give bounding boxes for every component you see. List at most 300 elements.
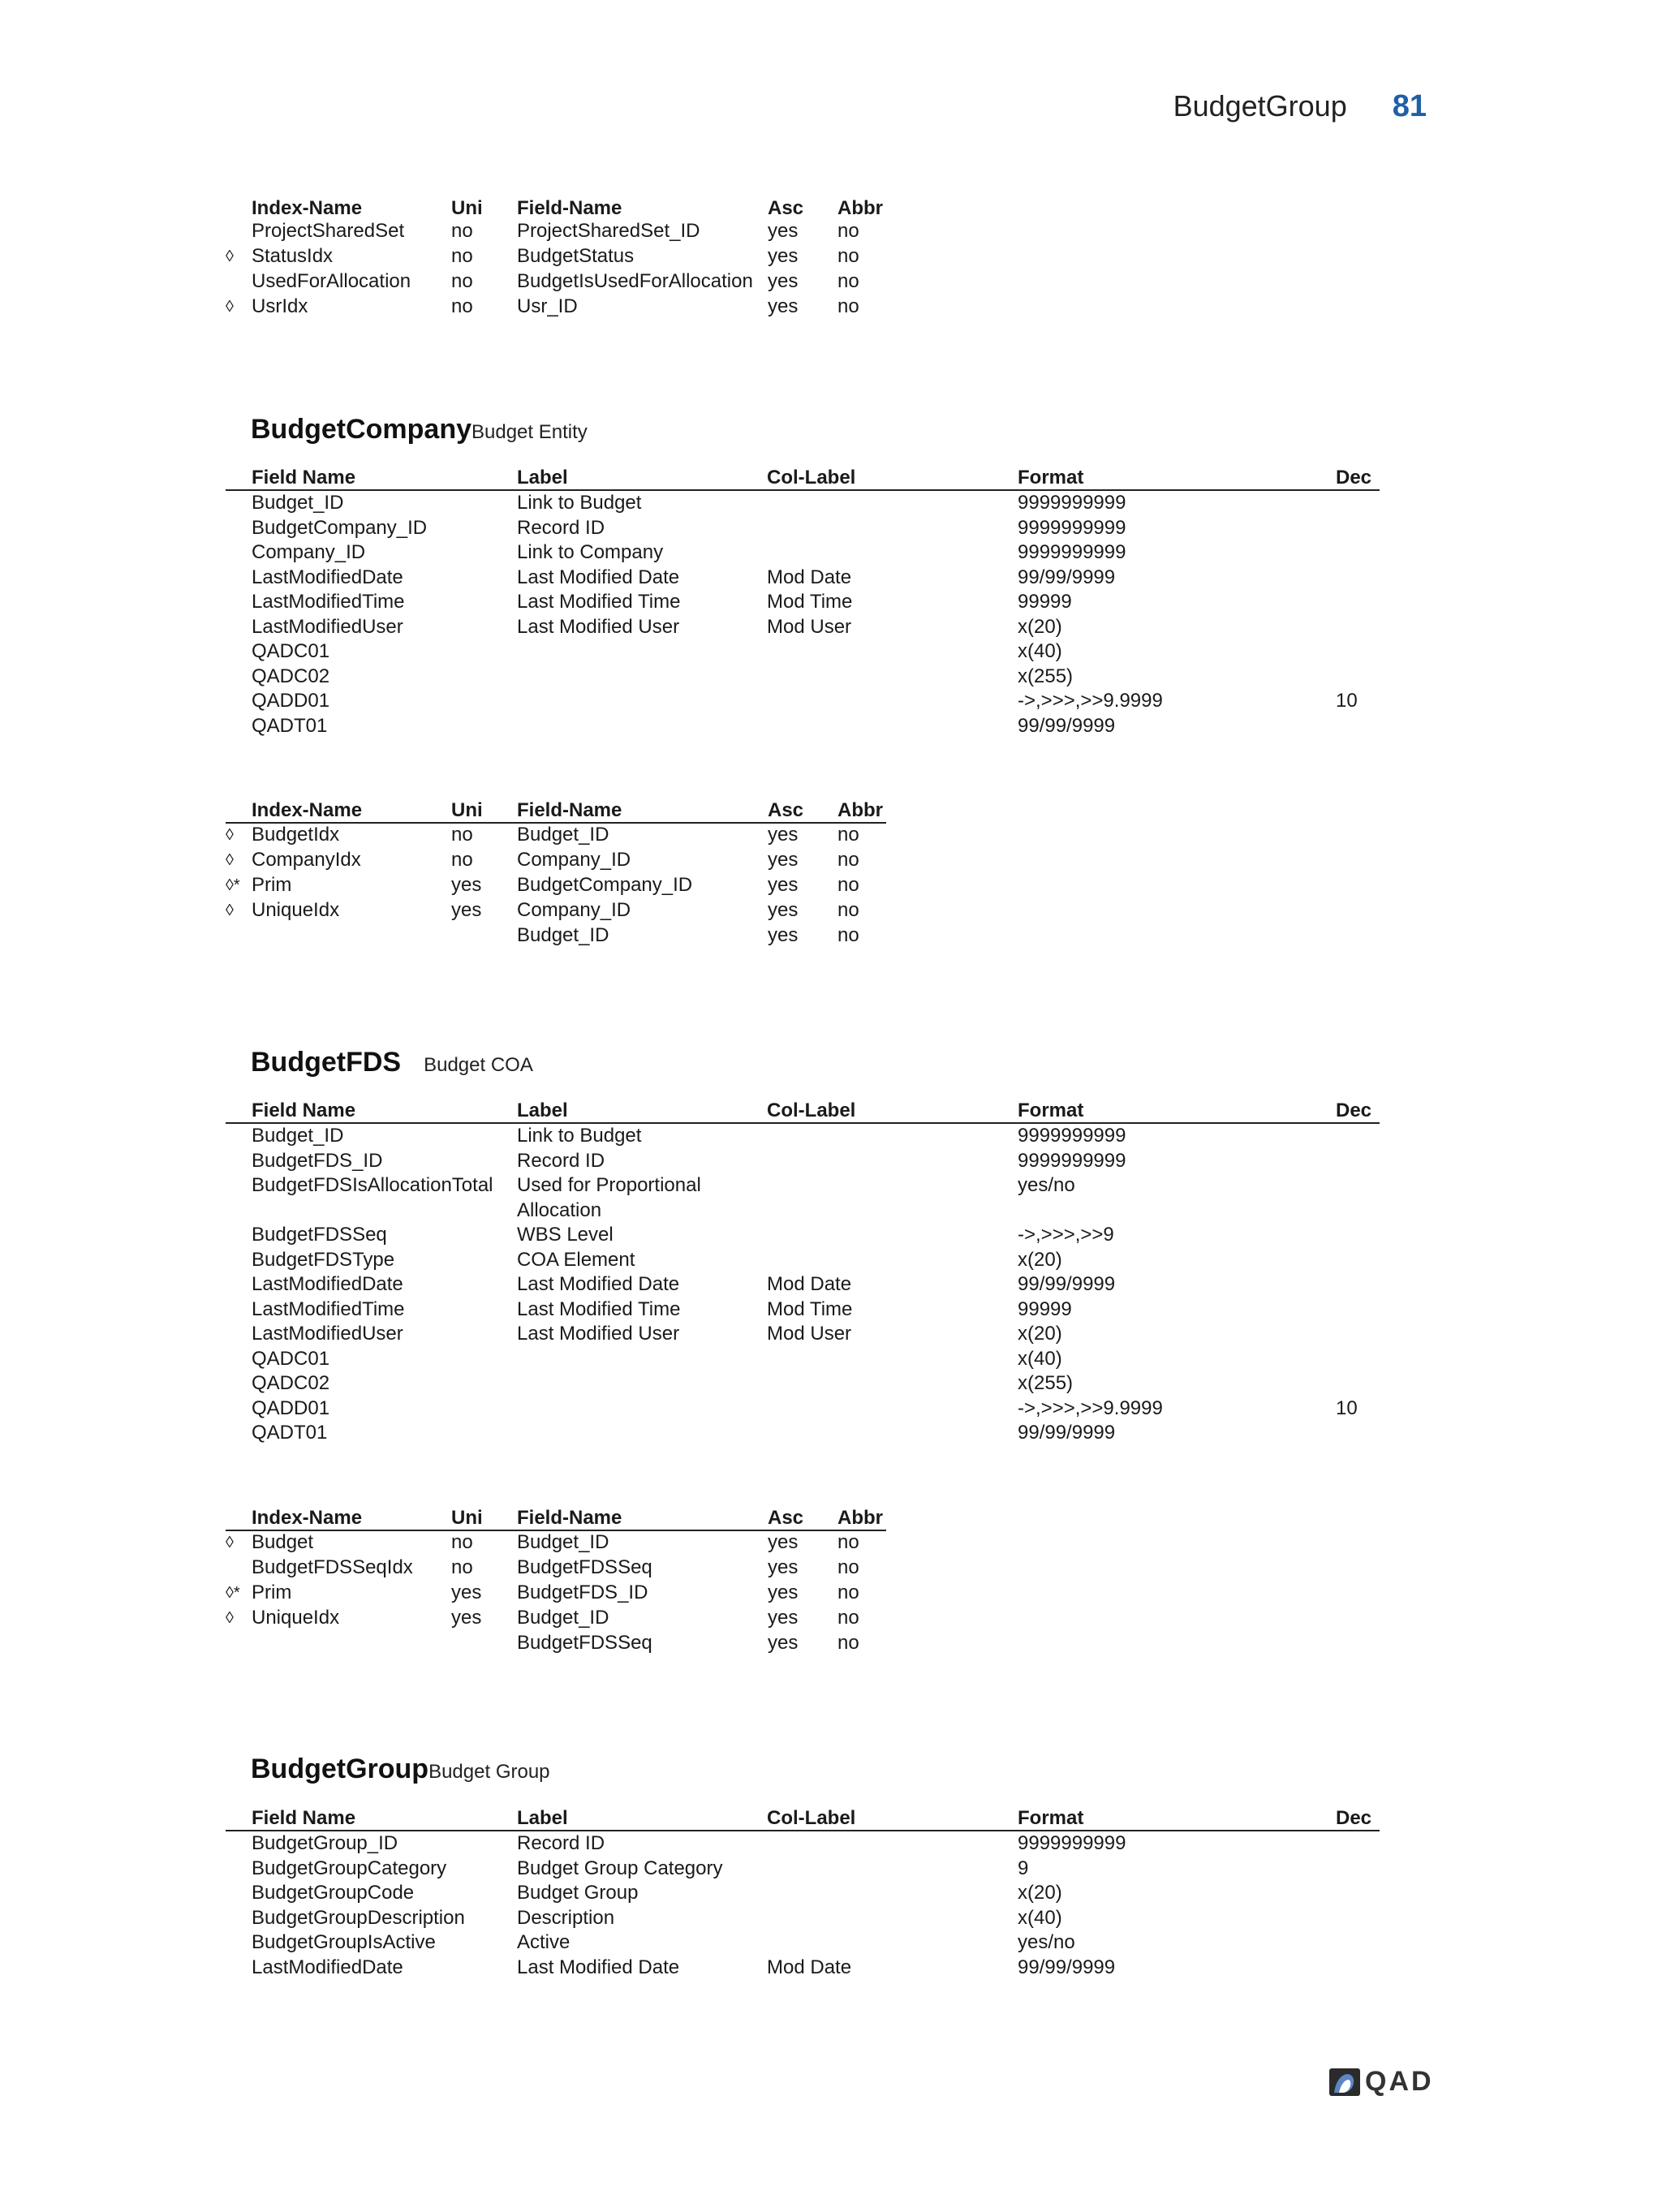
field-decimals xyxy=(1336,1123,1380,1149)
field-format: 99/99/9999 xyxy=(1018,566,1116,588)
field-decimals xyxy=(1336,639,1380,665)
abbreviated-flag: no xyxy=(837,824,859,846)
field-decimals xyxy=(1336,1421,1380,1446)
field-name: BudgetGroupCode xyxy=(252,1882,415,1904)
field-format: x(255) xyxy=(1018,665,1074,687)
field-name: BudgetGroup_ID xyxy=(252,1832,398,1854)
index-table-budget-company xyxy=(226,797,886,949)
section-title-budget-company xyxy=(251,414,588,445)
ascending-flag: yes xyxy=(768,1582,799,1603)
field-row xyxy=(226,490,1380,516)
field-name: LastModifiedTime xyxy=(252,591,405,613)
field-col-label xyxy=(767,1248,1018,1273)
field-col-label xyxy=(767,1857,1018,1882)
field-decimals xyxy=(1336,590,1380,615)
abbreviated-flag: no xyxy=(837,1556,859,1578)
field-label: Link to Budget xyxy=(517,492,642,514)
field-row xyxy=(226,1149,1380,1174)
ascending-flag: yes xyxy=(768,874,799,896)
col-abbr: Abbr xyxy=(837,1504,886,1530)
field-decimals xyxy=(1336,1322,1380,1347)
ascending-flag: yes xyxy=(768,1556,799,1578)
field-row xyxy=(226,1857,1380,1882)
col-col-label: Col-Label xyxy=(767,1097,1018,1123)
field-name: QADD01 xyxy=(252,1396,330,1419)
field-label xyxy=(517,1396,767,1422)
index-name xyxy=(252,1632,451,1657)
index-marker: ◊* xyxy=(226,1584,240,1602)
field-name: BudgetGroupIsActive xyxy=(252,1931,436,1953)
col-asc: Asc xyxy=(768,1504,837,1530)
field-col-label xyxy=(767,516,1018,541)
ascending-flag: yes xyxy=(768,1632,799,1654)
field-format: x(40) xyxy=(1018,1347,1062,1370)
index-row xyxy=(226,295,886,321)
field-label: Last Modified Time xyxy=(517,1298,681,1320)
index-marker: ◊ xyxy=(226,298,234,316)
index-row xyxy=(226,1530,886,1556)
field-format: 99/99/9999 xyxy=(1018,1422,1116,1444)
field-col-label: Mod Date xyxy=(767,1273,852,1295)
abbreviated-flag: no xyxy=(837,220,859,242)
field-decimals xyxy=(1336,516,1380,541)
index-name: UniqueIdx xyxy=(252,899,340,921)
col-dec: Dec xyxy=(1336,464,1380,490)
col-index-name: Index-Name xyxy=(252,1504,451,1530)
index-row xyxy=(226,924,886,949)
field-col-label xyxy=(767,665,1018,690)
index-name: StatusIdx xyxy=(252,245,334,267)
abbreviated-flag: no xyxy=(837,1607,859,1629)
field-col-label xyxy=(767,1930,1018,1956)
index-marker: ◊ xyxy=(226,826,234,844)
col-format: Format xyxy=(1018,464,1336,490)
field-col-label xyxy=(767,540,1018,566)
index-row xyxy=(226,849,886,874)
field-name: LastModifiedTime xyxy=(252,1298,405,1320)
field-name: LastModifiedUser xyxy=(252,1323,403,1345)
table-name: BudgetGroup xyxy=(251,1754,429,1784)
field-name: QADD01 xyxy=(252,690,330,712)
index-row xyxy=(226,245,886,270)
field-format: 9999999999 xyxy=(1018,492,1126,514)
abbreviated-flag: no xyxy=(837,1531,859,1553)
unique-flag: no xyxy=(451,1556,473,1578)
field-format: ->,>>>,>>9.9999 xyxy=(1018,690,1163,712)
col-format: Format xyxy=(1018,1097,1336,1123)
unique-flag: no xyxy=(451,849,473,871)
index-row xyxy=(226,874,886,899)
ascending-flag: yes xyxy=(768,270,799,292)
field-name: LastModifiedUser xyxy=(252,615,403,638)
field-decimals xyxy=(1336,1223,1380,1248)
field-label: Last Modified Date xyxy=(517,1273,680,1295)
field-decimals xyxy=(1336,1347,1380,1372)
field-label: Used for Proportional Allocation xyxy=(517,1174,701,1221)
field-col-label xyxy=(767,1831,1018,1857)
field-col-label xyxy=(767,1906,1018,1931)
field-label xyxy=(517,1371,767,1396)
col-field-name: Field Name xyxy=(252,464,517,490)
col-index-name: Index-Name xyxy=(252,797,451,823)
field-label xyxy=(517,639,767,665)
index-field-name: Budget_ID xyxy=(517,824,609,846)
field-col-label: Mod User xyxy=(767,615,852,638)
ascending-flag: yes xyxy=(768,899,799,921)
field-label: Last Modified Date xyxy=(517,566,680,588)
field-name: BudgetFDSIsAllocationTotal xyxy=(252,1174,493,1196)
field-row xyxy=(226,1906,1380,1931)
field-name: QADC01 xyxy=(252,1347,330,1370)
field-row xyxy=(226,1930,1380,1956)
field-decimals: 10 xyxy=(1336,1396,1358,1419)
field-name: QADC01 xyxy=(252,640,330,662)
col-format: Format xyxy=(1018,1805,1336,1831)
field-col-label xyxy=(767,714,1018,739)
unique-flag: yes xyxy=(451,899,482,921)
field-format: 9999999999 xyxy=(1018,1149,1126,1172)
index-field-name: BudgetFDS_ID xyxy=(517,1582,648,1603)
field-format: 9999999999 xyxy=(1018,516,1126,539)
field-name: BudgetGroupDescription xyxy=(252,1906,465,1929)
index-field-name: BudgetFDSSeq xyxy=(517,1632,652,1654)
field-name: Budget_ID xyxy=(252,492,344,514)
field-format: x(20) xyxy=(1018,1248,1062,1271)
field-label: Budget Group xyxy=(517,1882,639,1904)
field-name: QADC02 xyxy=(252,1372,330,1394)
ascending-flag: yes xyxy=(768,245,799,267)
index-field-name: Budget_ID xyxy=(517,924,609,946)
index-marker xyxy=(226,220,252,245)
field-col-label xyxy=(767,1149,1018,1174)
field-format: x(20) xyxy=(1018,615,1062,638)
index-name: BudgetFDSSeqIdx xyxy=(252,1556,413,1578)
field-label xyxy=(517,1347,767,1372)
index-name: Prim xyxy=(252,874,292,896)
field-col-label xyxy=(767,490,1018,516)
col-abbr: Abbr xyxy=(837,797,886,823)
field-row xyxy=(226,689,1380,714)
field-name: LastModifiedDate xyxy=(252,1273,403,1295)
field-row xyxy=(226,1956,1380,1981)
field-col-label xyxy=(767,1123,1018,1149)
field-format: 9999999999 xyxy=(1018,1832,1126,1854)
index-marker: ◊ xyxy=(226,1534,234,1551)
field-row xyxy=(226,540,1380,566)
field-name: LastModifiedDate xyxy=(252,1956,403,1978)
col-col-label: Col-Label xyxy=(767,464,1018,490)
field-format: 99999 xyxy=(1018,591,1072,613)
field-name: BudgetFDSSeq xyxy=(252,1224,387,1246)
unique-flag: no xyxy=(451,1531,473,1553)
col-field-name: Field-Name xyxy=(517,1504,768,1530)
field-decimals xyxy=(1336,1906,1380,1931)
index-field-name: Company_ID xyxy=(517,849,631,871)
field-table-budget-group xyxy=(226,1805,1380,1980)
field-name: BudgetFDSType xyxy=(252,1248,395,1271)
field-format: 9 xyxy=(1018,1857,1029,1879)
field-decimals xyxy=(1336,1298,1380,1323)
field-decimals xyxy=(1336,665,1380,690)
index-row xyxy=(226,1556,886,1582)
col-dec: Dec xyxy=(1336,1805,1380,1831)
field-row xyxy=(226,665,1380,690)
field-label: Description xyxy=(517,1906,615,1929)
col-uni: Uni xyxy=(451,197,483,219)
index-field-name: BudgetIsUsedForAllocation xyxy=(517,270,753,292)
index-row xyxy=(226,823,886,849)
index-field-name: Budget_ID xyxy=(517,1607,609,1629)
field-row xyxy=(226,1396,1380,1422)
col-field-name: Field-Name xyxy=(517,197,622,219)
field-decimals xyxy=(1336,1831,1380,1857)
field-col-label xyxy=(767,1347,1018,1372)
col-field-name: Field Name xyxy=(252,1097,517,1123)
field-row xyxy=(226,1298,1380,1323)
field-decimals xyxy=(1336,1248,1380,1273)
col-asc: Asc xyxy=(768,797,837,823)
field-label: Last Modified User xyxy=(517,1323,680,1345)
col-field-name: Field-Name xyxy=(517,797,768,823)
field-col-label: Mod Date xyxy=(767,1956,852,1978)
field-row xyxy=(226,1831,1380,1857)
field-format: 99/99/9999 xyxy=(1018,714,1116,737)
abbreviated-flag: no xyxy=(837,924,859,946)
field-row xyxy=(226,516,1380,541)
index-field-name: ProjectSharedSet_ID xyxy=(517,220,700,242)
field-format: x(20) xyxy=(1018,1882,1062,1904)
field-col-label: Mod User xyxy=(767,1323,852,1345)
field-row xyxy=(226,1347,1380,1372)
col-abbr: Abbr xyxy=(837,197,883,219)
field-col-label: Mod Date xyxy=(767,566,852,588)
field-col-label xyxy=(767,1881,1018,1906)
ascending-flag: yes xyxy=(768,824,799,846)
unique-flag: no xyxy=(451,824,473,846)
field-col-label xyxy=(767,1371,1018,1396)
field-row xyxy=(226,1881,1380,1906)
ascending-flag: yes xyxy=(768,295,799,317)
field-name: BudgetCompany_ID xyxy=(252,516,428,539)
index-marker: ◊ xyxy=(226,902,234,919)
page-header xyxy=(1173,89,1427,124)
field-format: 99/99/9999 xyxy=(1018,1956,1116,1978)
field-format: 9999999999 xyxy=(1018,1125,1126,1147)
field-name: LastModifiedDate xyxy=(252,566,403,588)
field-label: Budget Group Category xyxy=(517,1857,723,1879)
index-name: UsedForAllocation xyxy=(252,270,411,292)
page-number: 81 xyxy=(1392,89,1427,123)
field-row xyxy=(226,1123,1380,1149)
field-row xyxy=(226,1322,1380,1347)
qad-logo-icon xyxy=(1329,2068,1360,2096)
field-format: ->,>>>,>>9.9999 xyxy=(1018,1396,1163,1419)
ascending-flag: yes xyxy=(768,1607,799,1629)
index-field-name: Budget_ID xyxy=(517,1531,609,1553)
field-format: 99999 xyxy=(1018,1298,1072,1320)
col-label: Label xyxy=(517,464,767,490)
field-label: Last Modified Date xyxy=(517,1956,680,1978)
field-row xyxy=(226,1371,1380,1396)
index-name: Budget xyxy=(252,1531,314,1553)
table-description: Budget Group xyxy=(428,1761,550,1783)
field-label: Record ID xyxy=(517,1832,605,1854)
field-decimals xyxy=(1336,1149,1380,1174)
field-label: Link to Budget xyxy=(517,1125,642,1147)
unique-flag: no xyxy=(451,270,473,292)
field-decimals xyxy=(1336,1857,1380,1882)
abbreviated-flag: no xyxy=(837,1632,859,1654)
field-name: BudgetFDS_ID xyxy=(252,1149,383,1172)
field-format: x(40) xyxy=(1018,1906,1062,1929)
index-table-budget-continued xyxy=(226,195,886,321)
field-format: 99/99/9999 xyxy=(1018,1273,1116,1295)
index-field-name: Usr_ID xyxy=(517,295,578,317)
field-decimals: 10 xyxy=(1336,690,1358,712)
field-decimals xyxy=(1336,1881,1380,1906)
field-row xyxy=(226,1248,1380,1273)
field-table-budget-fds xyxy=(226,1097,1380,1446)
field-col-label xyxy=(767,1223,1018,1248)
col-dec: Dec xyxy=(1336,1097,1380,1123)
field-decimals xyxy=(1336,490,1380,516)
index-marker xyxy=(226,924,252,949)
field-name: QADT01 xyxy=(252,714,328,737)
field-col-label: Mod Time xyxy=(767,1298,853,1320)
field-format: 9999999999 xyxy=(1018,541,1126,563)
col-label: Label xyxy=(517,1097,767,1123)
field-label xyxy=(517,665,767,690)
index-field-name: BudgetCompany_ID xyxy=(517,874,693,896)
ascending-flag: yes xyxy=(768,849,799,871)
field-name: BudgetGroupCategory xyxy=(252,1857,447,1879)
index-row xyxy=(226,1632,886,1657)
field-table-budget-company xyxy=(226,464,1380,738)
field-decimals xyxy=(1336,1956,1380,1981)
field-label xyxy=(517,714,767,739)
index-name: Prim xyxy=(252,1582,292,1603)
section-title-budget-group xyxy=(251,1754,550,1785)
index-name: UsrIdx xyxy=(252,295,308,317)
logo-text: QAD xyxy=(1365,2066,1434,2097)
field-label: Last Modified Time xyxy=(517,591,681,613)
index-name: UniqueIdx xyxy=(252,1607,340,1629)
col-uni: Uni xyxy=(451,1504,517,1530)
col-label: Label xyxy=(517,1805,767,1831)
unique-flag: no xyxy=(451,245,473,267)
field-format: x(255) xyxy=(1018,1372,1074,1394)
field-label: Record ID xyxy=(517,1149,605,1172)
field-row xyxy=(226,566,1380,591)
index-marker: ◊ xyxy=(226,247,234,265)
index-row xyxy=(226,899,886,924)
col-col-label: Col-Label xyxy=(767,1805,1018,1831)
field-row xyxy=(226,1173,1380,1223)
abbreviated-flag: no xyxy=(837,270,859,292)
unique-flag: yes xyxy=(451,1607,482,1629)
field-decimals xyxy=(1336,540,1380,566)
index-marker: ◊ xyxy=(226,1609,234,1627)
field-decimals xyxy=(1336,566,1380,591)
unique-flag: no xyxy=(451,295,473,317)
field-row xyxy=(226,714,1380,739)
field-col-label xyxy=(767,1396,1018,1422)
index-name: BudgetIdx xyxy=(252,824,340,846)
index-field-name: BudgetFDSSeq xyxy=(517,1556,652,1578)
abbreviated-flag: no xyxy=(837,899,859,921)
field-col-label xyxy=(767,1421,1018,1446)
field-row xyxy=(226,1223,1380,1248)
field-name: Company_ID xyxy=(252,541,366,563)
index-name: CompanyIdx xyxy=(252,849,361,871)
field-col-label xyxy=(767,1173,1018,1223)
ascending-flag: yes xyxy=(768,1531,799,1553)
field-label: Link to Company xyxy=(517,541,664,563)
index-name xyxy=(252,924,451,949)
unique-flag: yes xyxy=(451,874,482,896)
field-decimals xyxy=(1336,1173,1380,1223)
field-decimals xyxy=(1336,1272,1380,1298)
table-description: Budget Entity xyxy=(471,421,588,443)
section-title-budget-fds xyxy=(251,1047,533,1078)
col-asc: Asc xyxy=(768,197,804,219)
table-name: BudgetCompany xyxy=(251,414,471,445)
index-row xyxy=(226,1607,886,1632)
index-marker xyxy=(226,1556,252,1582)
field-row xyxy=(226,590,1380,615)
field-label xyxy=(517,689,767,714)
index-field-name: Company_ID xyxy=(517,899,631,921)
ascending-flag: yes xyxy=(768,220,799,242)
col-uni: Uni xyxy=(451,797,517,823)
col-index-name: Index-Name xyxy=(252,197,363,219)
field-row xyxy=(226,1272,1380,1298)
field-label: WBS Level xyxy=(517,1224,614,1246)
field-name: Budget_ID xyxy=(252,1125,344,1147)
index-field-name: BudgetStatus xyxy=(517,245,635,267)
field-label: Last Modified User xyxy=(517,615,680,638)
index-marker: ◊ xyxy=(226,851,234,869)
field-decimals xyxy=(1336,615,1380,640)
field-format: x(40) xyxy=(1018,640,1062,662)
field-decimals xyxy=(1336,1371,1380,1396)
field-row xyxy=(226,639,1380,665)
field-label: Record ID xyxy=(517,516,605,539)
abbreviated-flag: no xyxy=(837,874,859,896)
field-name: QADC02 xyxy=(252,665,330,687)
field-col-label xyxy=(767,639,1018,665)
col-field-name: Field Name xyxy=(252,1805,517,1831)
field-format: x(20) xyxy=(1018,1323,1062,1345)
field-row xyxy=(226,615,1380,640)
index-table-budget-fds xyxy=(226,1504,886,1657)
qad-logo xyxy=(1329,2066,1434,2098)
table-name: BudgetFDS xyxy=(251,1047,402,1078)
unique-flag: yes xyxy=(451,1582,482,1603)
index-marker xyxy=(226,270,252,295)
index-marker: ◊* xyxy=(226,876,240,894)
field-format: yes/no xyxy=(1018,1174,1075,1196)
index-row xyxy=(226,270,886,295)
unique-flag xyxy=(451,924,517,949)
field-decimals xyxy=(1336,1930,1380,1956)
field-row xyxy=(226,1421,1380,1446)
field-format: yes/no xyxy=(1018,1931,1075,1953)
unique-flag xyxy=(451,1632,517,1657)
running-title: BudgetGroup xyxy=(1173,89,1347,123)
unique-flag: no xyxy=(451,220,473,242)
table-description: Budget COA xyxy=(424,1054,533,1076)
